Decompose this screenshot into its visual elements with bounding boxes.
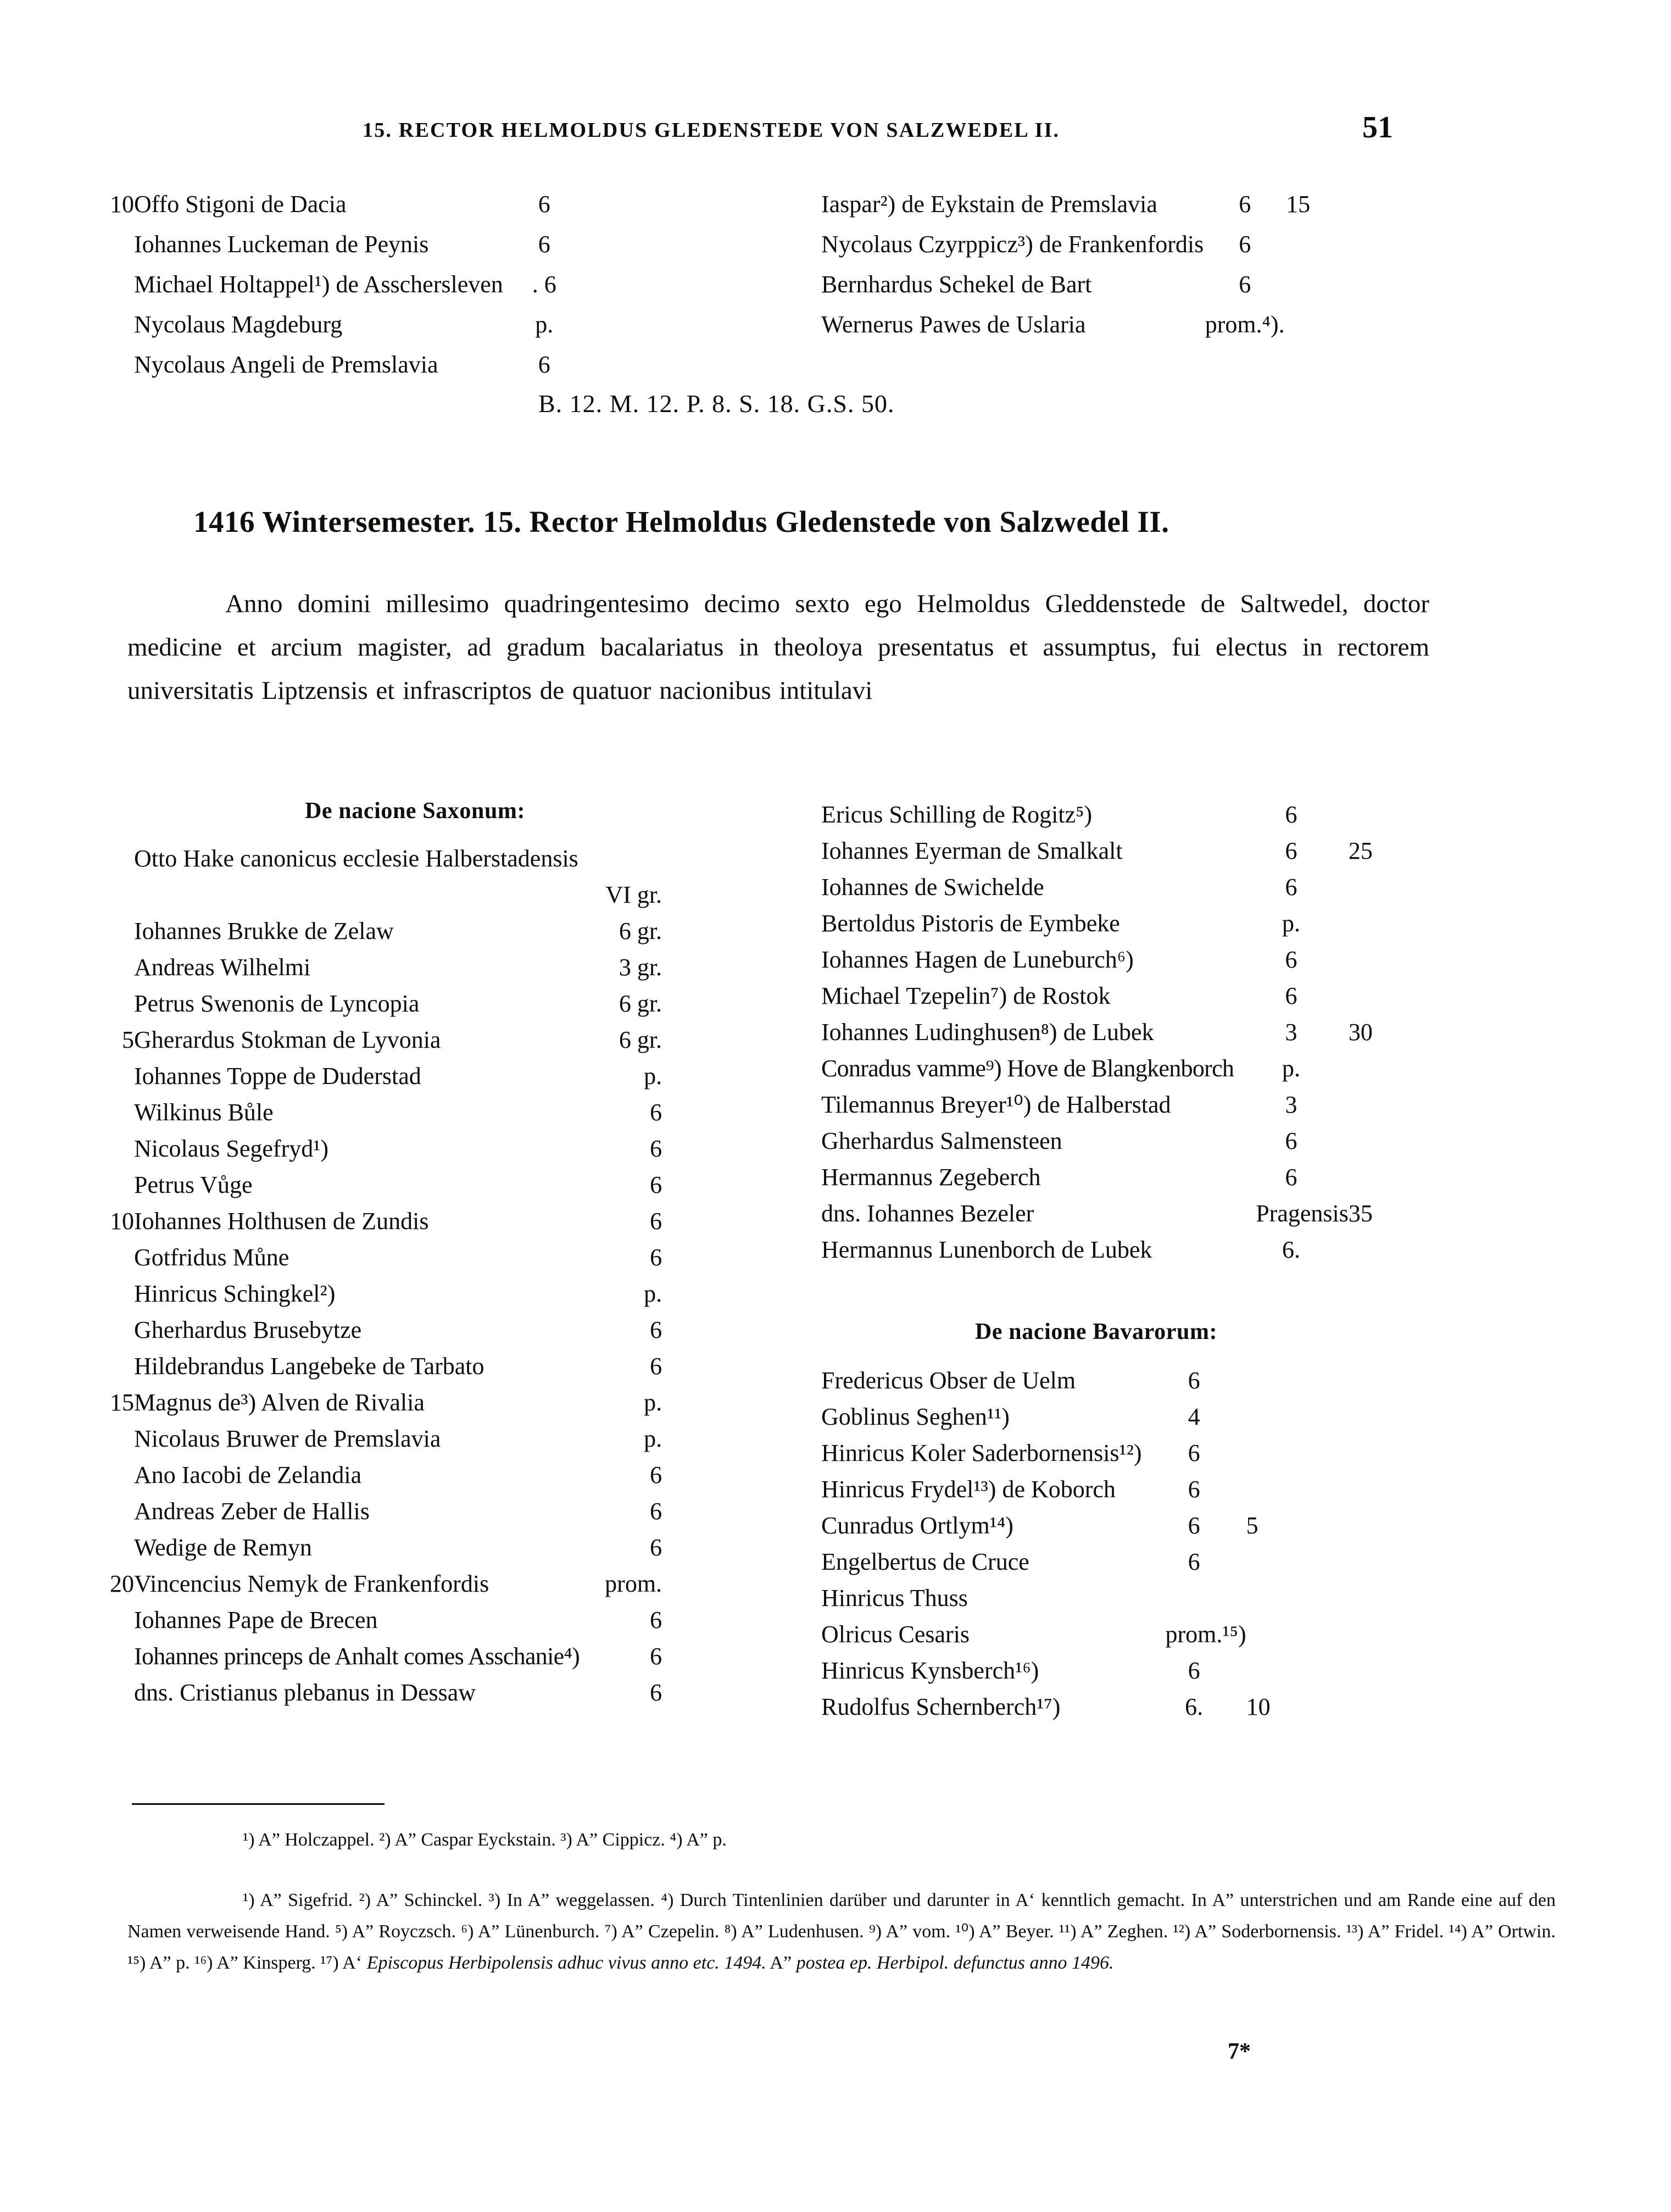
list-row [821, 978, 1392, 1014]
list-row [821, 833, 1392, 869]
entry-name: Ericus Schilling de Rogitz⁵) [821, 801, 1093, 828]
list-row [821, 1580, 1290, 1616]
entry-name: dns. Cristianus plebanus in Dessaw [134, 1679, 476, 1706]
entry-fee: 6 [1285, 837, 1297, 864]
entry-name: Hinricus Thuss [821, 1585, 968, 1611]
entry-fee: p. [1282, 1055, 1301, 1082]
margin-line-number [1246, 1399, 1290, 1435]
margin-line-number [1349, 1232, 1392, 1268]
running-head: 15. RECTOR HELMOLDUS GLEDENSTEDE VON SALZWEDEL II. [363, 119, 1060, 142]
entry-name: Michael Holtappel¹) de Asschersleven [134, 271, 503, 298]
line-number [98, 1348, 134, 1385]
entry-fee: p. [535, 311, 554, 338]
entry-name: Hildebrandus Langebeke de Tarbato [134, 1353, 484, 1380]
footnote-italic-2: postea ep. Herbipol. defunctus anno 1496. [796, 1953, 1114, 1973]
list-row [98, 344, 586, 385]
entry-fee: 6 [1239, 271, 1251, 298]
entry-name: Nycolaus Angeli de Premslavia [134, 351, 438, 378]
line-number [98, 344, 134, 385]
margin-line-number [1349, 978, 1392, 1014]
entry-name: Iohannes princeps de Anhalt comes Asschanie⁴) [134, 1643, 580, 1670]
entry-fee: 4 [1188, 1403, 1200, 1430]
entry-fee: p. [644, 1425, 662, 1452]
entry-name: Goblinus Seghen¹¹) [821, 1403, 1010, 1430]
list-row [821, 224, 1330, 264]
entry-name: Olricus Cesaris [821, 1621, 970, 1648]
entry-fee: 6 [650, 1353, 662, 1380]
margin-line-number: 35 [1348, 1200, 1373, 1227]
margin-line-number [1286, 264, 1330, 304]
saxonum-list-right [821, 797, 1392, 1268]
footnote-divider-rule [132, 1803, 385, 1805]
list-row [98, 1675, 662, 1711]
heading-nacione-bavarorum: De nacione Bavarorum: [975, 1319, 1218, 1344]
intro-paragraph: Anno domini millesimo quadringentesimo decimo sexto ego Helmoldus Gleddenstede de Saltwedel, doctor medicine et arcium magister, ad gradum bacalariatus in theoloya presentatus et assumptus, fui electus in rectorem universitatis Liptzensis et infrascriptos de quatuor nacionibus intitulavi [127, 590, 1429, 705]
entry-fee: p. [644, 1280, 662, 1307]
entry-fee: prom.⁴). [1205, 311, 1285, 338]
entry-fee: 6 [1188, 1657, 1200, 1684]
list-row [98, 1421, 662, 1457]
entry-name: Nycolaus Czyrppicz³) de Frankenfordis [821, 231, 1204, 258]
entry-name: Michael Tzepelin⁷) de Rostok [821, 982, 1111, 1009]
line-number [98, 1058, 134, 1094]
margin-line-number: 30 [1348, 1019, 1373, 1046]
line-number [98, 1675, 134, 1711]
entry-fee: 6 [1188, 1476, 1200, 1503]
margin-line-number [1286, 224, 1330, 264]
entry-name: Iohannes Toppe de Duderstad [134, 1063, 421, 1090]
list-row [821, 1508, 1290, 1544]
line-number [98, 1602, 134, 1638]
entry-name: Iohannes Pape de Brecen [134, 1607, 378, 1633]
entry-fee: 6 [1285, 1164, 1297, 1191]
line-number [98, 1131, 134, 1167]
entry-name: Tilemannus Breyer¹⁰) de Halberstad [821, 1091, 1171, 1118]
list-row [821, 905, 1392, 942]
entry-fee: 6 [538, 231, 550, 258]
list-row [821, 1363, 1290, 1399]
entry-name: Gherhardus Brusebytze [134, 1316, 362, 1343]
entry-fee: VI gr. [605, 881, 662, 908]
entry-name: Hinricus Kynsberch¹⁶) [821, 1657, 1039, 1684]
margin-line-number: 5 [1246, 1512, 1258, 1539]
line-number [98, 949, 134, 986]
entry-name: Andreas Wilhelmi [134, 954, 311, 981]
entry-fee: 3 gr. [619, 954, 662, 981]
entry-name: Hinricus Schingkel²) [134, 1280, 336, 1307]
list-row [98, 913, 662, 949]
entry-fee: prom. [605, 1570, 662, 1597]
entry-fee: 6 gr. [619, 1026, 662, 1053]
entry-name: Wernerus Pawes de Uslaria [821, 311, 1086, 338]
entry-fee: 6 [650, 1607, 662, 1633]
list-row [98, 1022, 662, 1058]
entry-name: Hinricus Koler Saderbornensis¹²) [821, 1440, 1142, 1466]
entry-name: Gherardus Stokman de Lyvonia [134, 1026, 441, 1053]
entry-fee: 6. [1185, 1693, 1204, 1720]
list-row [821, 1435, 1290, 1471]
section-title: 1416 Wintersemester. 15. Rector Helmoldus Gledenstede von Salzwedel II. [193, 505, 1169, 538]
bavarorum-list-right [821, 1363, 1290, 1725]
saxonum-list-left [98, 841, 662, 1711]
entry-fee: 6 [650, 1643, 662, 1670]
list-row [821, 797, 1392, 833]
list-row [821, 264, 1330, 304]
list-row [98, 1312, 662, 1348]
entry-name: Petrus Vůge [134, 1171, 253, 1198]
entry-fee: 6. [1282, 1236, 1301, 1263]
entry-fee: 6 [650, 1135, 662, 1162]
entry-fee: 6 [650, 1208, 662, 1235]
line-number [98, 304, 134, 344]
entry-fee: Pragensis [1256, 1200, 1349, 1227]
list-row [821, 1051, 1392, 1087]
line-number: 5 [122, 1026, 134, 1053]
list-row [821, 1653, 1290, 1689]
entry-name: Nycolaus Magdeburg [134, 311, 343, 338]
list-row [98, 1058, 662, 1094]
margin-line-number [1349, 1123, 1392, 1159]
entry-name: Gherhardus Salmensteen [821, 1127, 1062, 1154]
entry-fee: 6 [538, 351, 550, 378]
footnote-text-part1: ¹) A” Sigefrid. ²) A” Schinckel. ³) In A” weggelassen. ⁴) Durch Tintenlinien darüber und darunter in A‘ kenntlich gemacht. In A” unterstrichen und am Rande eine auf den Namen verweisende Hand. ⁵) A” Royczsch. ⁶) A” Lünenburch. ⁷) A” Czepelin. ⁸) A” Ludenhusen. ⁹) A” vom. ¹⁰) A” Beyer. ¹¹) A” Zeghen. ¹²) A” Soderbornensis. ¹³) A” Fridel. ¹⁴) A” Ortwin. ¹⁵) A” p. ¹⁶) A” Kinsperg. ¹⁷) A‘ [127, 1890, 1556, 1973]
margin-line-number [1349, 1051, 1392, 1087]
margin-line-number: 15 [1286, 191, 1311, 218]
line-number [98, 1276, 134, 1312]
list-row [98, 304, 586, 344]
entry-name: Hermannus Zegeberch [821, 1164, 1041, 1191]
line-number [98, 1493, 134, 1530]
entry-name: Nicolaus Bruwer de Premslavia [134, 1425, 441, 1452]
entry-name: Iohannes Eyerman de Smalkalt [821, 837, 1123, 864]
list-row [98, 1276, 662, 1312]
list-row [98, 1638, 662, 1675]
margin-line-number [1246, 1435, 1290, 1471]
entry-fee: 6 [538, 191, 550, 218]
entry-fee: 6 [650, 1534, 662, 1561]
entry-name: Offo Stigoni de Dacia [134, 191, 347, 218]
entry-fee: 6 [1188, 1512, 1200, 1539]
entry-name: Engelbertus de Cruce [821, 1548, 1029, 1575]
list-row [821, 1123, 1392, 1159]
entry-fee: 6 [1285, 1127, 1297, 1154]
list-row [821, 1616, 1290, 1653]
entry-fee: 6 [650, 1498, 662, 1525]
list-row [821, 184, 1330, 224]
entry-name: Vincencius Nemyk de Frankenfordis [134, 1570, 489, 1597]
entry-fee: p. [644, 1063, 662, 1090]
list-row [98, 841, 662, 877]
entry-name: Otto Hake canonicus ecclesie Halberstadensis [134, 845, 578, 872]
margin-line-number [1349, 797, 1392, 833]
entry-fee: p. [1282, 910, 1301, 937]
entry-name: Iohannes Luckeman de Peynis [134, 231, 429, 258]
entry-name: Fredericus Obser de Uelm [821, 1367, 1076, 1394]
list-row [98, 224, 586, 264]
entry-name: Iohannes Ludinghusen⁸) de Lubek [821, 1019, 1154, 1046]
line-number: 20 [110, 1570, 134, 1597]
entry-fee: 6 gr. [619, 990, 662, 1017]
list-row [98, 1131, 662, 1167]
line-number: 15 [110, 1389, 134, 1416]
line-number [98, 877, 134, 913]
entry-fee: . 6 [532, 271, 556, 298]
heading-nacione-saxonum: De nacione Saxonum: [305, 798, 526, 824]
margin-line-number [1349, 942, 1392, 978]
footnote-block [127, 1885, 1556, 1978]
margin-line-number [1349, 1159, 1392, 1196]
margin-line-number [1286, 304, 1330, 344]
entry-name: Hermannus Lunenborch de Lubek [821, 1236, 1152, 1263]
list-row [821, 942, 1392, 978]
list-row [98, 264, 586, 304]
entry-fee: 6 [1188, 1440, 1200, 1466]
list-row [98, 986, 662, 1022]
line-number [98, 913, 134, 949]
list-row [821, 1471, 1290, 1508]
entry-fee: 3 [1285, 1019, 1297, 1046]
entry-name: Petrus Swenonis de Lyncopia [134, 990, 420, 1017]
entry-name: Ano Iacobi de Zelandia [134, 1461, 362, 1488]
entry-name: Bertoldus Pistoris de Eymbeke [821, 910, 1120, 937]
list-row [821, 1196, 1392, 1232]
list-row [98, 184, 586, 224]
list-row [98, 1385, 662, 1421]
entry-name [134, 877, 580, 913]
list-row [821, 1232, 1392, 1268]
entry-name: Magnus de³) Alven de Rivalia [134, 1389, 425, 1416]
list-row [98, 1457, 662, 1493]
margin-line-number [1349, 1087, 1392, 1123]
entry-fee: 6 [650, 1171, 662, 1198]
entry-fee: 6 [1188, 1367, 1200, 1394]
margin-line-number [1246, 1616, 1290, 1653]
entry-fee: 6 [1239, 231, 1251, 258]
entry-fee: 6 [1285, 982, 1297, 1009]
list-row [98, 877, 662, 913]
margin-line-number [1246, 1544, 1290, 1580]
top-list-left [98, 184, 586, 385]
entry-fee: 6 [1285, 946, 1297, 973]
list-row [821, 1087, 1392, 1123]
entry-name: dns. Iohannes Bezeler [821, 1200, 1034, 1227]
margin-line-number [1349, 869, 1392, 905]
entry-name: Hinricus Frydel¹³) de Koborch [821, 1476, 1116, 1503]
line-number [98, 1312, 134, 1348]
line-number [98, 841, 134, 877]
entry-fee: 6 [1188, 1548, 1200, 1575]
line-number: 10 [110, 191, 134, 218]
list-row [98, 1493, 662, 1530]
footnote-first-line: ¹) A” Holczappel. ²) A” Caspar Eyckstain. ³) A” Cippicz. ⁴) A” p. [243, 1830, 727, 1850]
list-row [98, 949, 662, 986]
line-number [98, 1094, 134, 1131]
line-number [98, 264, 134, 304]
list-row [98, 1167, 662, 1203]
entry-name: Nicolaus Segefryd¹) [134, 1135, 329, 1162]
footnote-italic-1: Episcopus Herbipolensis adhuc vivus anno etc. 1494. [366, 1953, 766, 1973]
totals-line: B. 12. M. 12. P. 8. S. 18. G.S. 50. [538, 390, 895, 418]
margin-line-number [1246, 1471, 1290, 1508]
entry-fee: 6 gr. [619, 918, 662, 944]
footnote-text-mid: A” [766, 1953, 796, 1973]
list-row [821, 304, 1330, 344]
entry-fee: 6 [1285, 874, 1297, 901]
entry-name: Rudolfus Schernberch¹⁷) [821, 1693, 1061, 1720]
entry-fee: 6 [650, 1461, 662, 1488]
entry-fee: 6 [650, 1316, 662, 1343]
entry-name: Iaspar²) de Eykstain de Premslavia [821, 191, 1157, 218]
margin-line-number [1246, 1653, 1290, 1689]
entry-fee: 3 [1285, 1091, 1297, 1118]
line-number [98, 1240, 134, 1276]
page-folio-number: 51 [1362, 110, 1393, 144]
entry-name: Cunradus Ortlym¹⁴) [821, 1512, 1013, 1539]
list-row [98, 1566, 662, 1602]
list-row [821, 1544, 1290, 1580]
top-list-right [821, 184, 1330, 344]
list-row [98, 1602, 662, 1638]
list-row [98, 1203, 662, 1240]
list-row [821, 1014, 1392, 1051]
line-number [98, 986, 134, 1022]
entry-name: Andreas Zeber de Hallis [134, 1498, 370, 1525]
margin-line-number [1246, 1580, 1290, 1616]
entry-fee [1142, 1580, 1246, 1616]
entry-name: Wilkinus Bůle [134, 1099, 274, 1126]
entry-name: Wedige de Remyn [134, 1534, 312, 1561]
line-number [98, 1638, 134, 1675]
line-number [98, 1530, 134, 1566]
line-number [98, 1457, 134, 1493]
entry-fee: 6 [1239, 191, 1251, 218]
margin-line-number: 25 [1348, 837, 1373, 864]
entry-fee: prom.¹⁵) [1165, 1621, 1246, 1648]
entry-name: Iohannes de Swichelde [821, 874, 1044, 901]
line-number: 10 [110, 1208, 134, 1235]
entry-fee: 6 [1285, 801, 1297, 828]
margin-line-number [1246, 1363, 1290, 1399]
list-row [821, 1159, 1392, 1196]
entry-name: Iohannes Holthusen de Zundis [134, 1208, 429, 1235]
margin-line-number [1349, 905, 1392, 942]
list-row [98, 1240, 662, 1276]
signature-mark: 7* [1228, 2039, 1251, 2064]
entry-fee: 6 [650, 1099, 662, 1126]
entry-fee: p. [644, 1389, 662, 1416]
line-number [98, 1421, 134, 1457]
line-number [98, 1167, 134, 1203]
entry-fee: 6 [650, 1244, 662, 1271]
entry-name: Iohannes Brukke de Zelaw [134, 918, 394, 944]
margin-line-number: 10 [1246, 1693, 1271, 1720]
entry-name: Conradus vamme⁹) Hove de Blangkenborch [821, 1055, 1234, 1082]
entry-name: Bernhardus Schekel de Bart [821, 271, 1092, 298]
line-number [98, 224, 134, 264]
list-row [98, 1094, 662, 1131]
entry-fee: 6 [650, 1679, 662, 1706]
entry-name: Iohannes Hagen de Luneburch⁶) [821, 946, 1134, 973]
list-row [821, 1689, 1290, 1725]
list-row [98, 1530, 662, 1566]
entry-name: Gotfridus Můne [134, 1244, 289, 1271]
list-row [821, 869, 1392, 905]
list-row [98, 1348, 662, 1385]
list-row [821, 1399, 1290, 1435]
